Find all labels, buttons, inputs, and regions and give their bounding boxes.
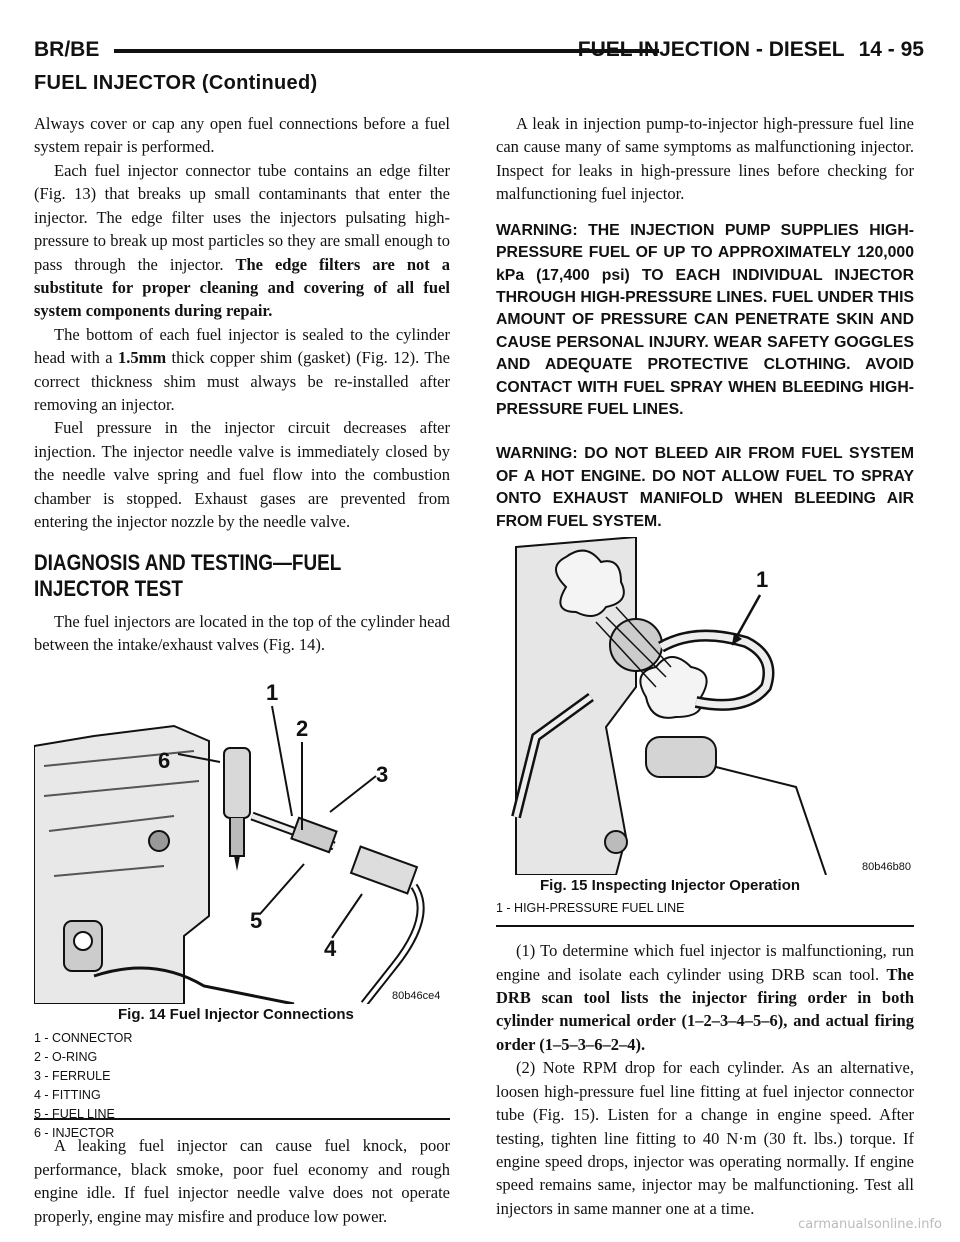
paragraph [34,159,450,323]
watermark: carmanualsonline.info [798,1217,942,1232]
left-column [34,112,450,1228]
bold-text: 1.5mm [117,348,167,368]
bold-text: The edge filters are not a substitute for proper cleaning and covering of all fuel system components during repair. [34,254,451,321]
callout-6: 6 [158,748,171,774]
paragraph: A leak in injection pump-to-injector high-pressure fuel line can cause many of same symptoms as malfunctioning injector. Inspect for leaks in high-pressure lines before checking for malfunctioning fuel injector. [496,114,914,204]
legend-item: 5 - FUEL LINE [34,1107,115,1122]
callout-1: 1 [756,567,769,593]
chapter-name: FUEL INJECTION - DIESEL [577,38,845,61]
legend-item: 1 - HIGH-PRESSURE FUEL LINE [496,901,685,916]
paragraph: A leaking fuel injector can cause fuel knock, poor performance, black smoke, poor fuel economy and rough engine idle. If fuel injector needle valve does not operate properly, engine may misfire and produce low power. [34,1136,450,1226]
text: The bottom of each fuel injector is sealed to the cylinder head with a [34,324,450,368]
text: Each fuel injector connector tube contains an edge filter (Fig. 13) that breaks up small contaminants that enter the injector. The edge filter uses the injectors pulsating high-pressure to break up most particles so they are small enough to pass through the injector. [34,160,450,274]
page-header [34,38,924,68]
paragraph: Always cover or cap any open fuel connections before a fuel system repair is performed. [34,114,450,157]
right-column [496,112,914,1220]
warning-high-pressure: WARNING: THE INJECTION PUMP SUPPLIES HIGH-PRESSURE FUEL OF UP TO APPROXIMATELY 120,000 kPa (17,400 psi) TO EACH INDIVIDUAL INJECTOR THROUGH HIGH-PRESSURE LINES. FUEL UNDER THIS AMOUNT OF PRESSURE CAN PENETRATE SKIN AND CAUSE PERSONAL INJURY. WEAR SAFETY GOGGLES AND ADEQUATE PROTECTIVE CLOTHING. AVOID CONTACT WITH FUEL SPRAY WHEN BLEEDING HIGH-PRESSURE FUEL LINES. [496,221,914,419]
figure-legend [496,899,684,918]
callout-2: 2 [296,716,309,742]
chapter-title [578,38,924,62]
figure-14 [34,666,450,1141]
section-title: FUEL INJECTOR (Continued) [34,72,318,94]
test-heading: DIAGNOSIS AND TESTING—FUEL INJECTOR TEST [34,549,341,601]
paragraph [34,323,450,417]
legend-item: 4 - FITTING [34,1088,101,1103]
legend-item: 3 - FERRULE [34,1069,111,1084]
text: thick copper shim (gasket) (Fig. 12). The correct thickness shim must always be re-installed after removing an injector. [34,348,451,415]
figure-15 [496,537,914,927]
callout-5: 5 [250,908,263,934]
warning-hot-engine: WARNING: DO NOT BLEED AIR FROM FUEL SYSTEM OF A HOT ENGINE. DO NOT ALLOW FUEL TO SPRAY ONTO EXHAUST MANIFOLD WHEN BLEEDING AIR FROM FUEL SYSTEM. [496,445,914,530]
injector-inspection-illustration [496,537,914,875]
figure-code: 80b46ce4 [392,990,441,1003]
callout-3: 3 [376,762,389,788]
figure-code: 80b46b80 [862,861,911,874]
callout-1: 1 [266,680,279,706]
legend-item: 2 - O-RING [34,1050,98,1065]
figure-caption: Fig. 15 Inspecting Injector Operation [540,877,801,895]
legend-item: 6 - INJECTOR [34,1126,115,1141]
step-1 [496,939,914,1056]
page-number: 14 - 95 [858,38,924,61]
text: (1) To determine which fuel injector is malfunctioning, run engine and isolate each cylinder using DRB scan tool. [496,941,914,984]
step-2: (2) Note RPM drop for each cylinder. As an alternative, loosen high-pressure fuel line fitting at fuel injector connector tube (Fig. 15). Listen for a change in engine speed. After testing, tighten line fitting to 40 N·m (30 ft. lbs.) torque. If engine speed drops, injector was operating normally. If engine speed remains same, injector may be malfunctioning. Test all injectors in same manner one at a time. [496,1058,914,1218]
callout-4: 4 [324,936,337,962]
legend-item: 1 - CONNECTOR [34,1031,133,1046]
figure-caption: Fig. 14 Fuel Injector Connections [118,1006,354,1024]
paragraph: The fuel injectors are located in the top of the cylinder head between the intake/exhaust valves (Fig. 14). [34,611,450,654]
manual-model: BR/BE [34,38,100,61]
paragraph: Fuel pressure in the injector circuit decreases after injection. The injector needle valve is immediately closed by the needle valve spring and fuel flow into the combustion chamber is stopped. Exhaust gases are prevented from entering the injector nozzle by the needle valve. [34,418,450,532]
figure-legend [34,1029,132,1143]
bold-text: The DRB scan tool lists the injector firing order in both cylinder numerical order (1–2–3–4–5–6), and actual firing order (1–5–3–6–2–4). [496,964,915,1054]
fuel-injector-illustration [34,666,450,1004]
